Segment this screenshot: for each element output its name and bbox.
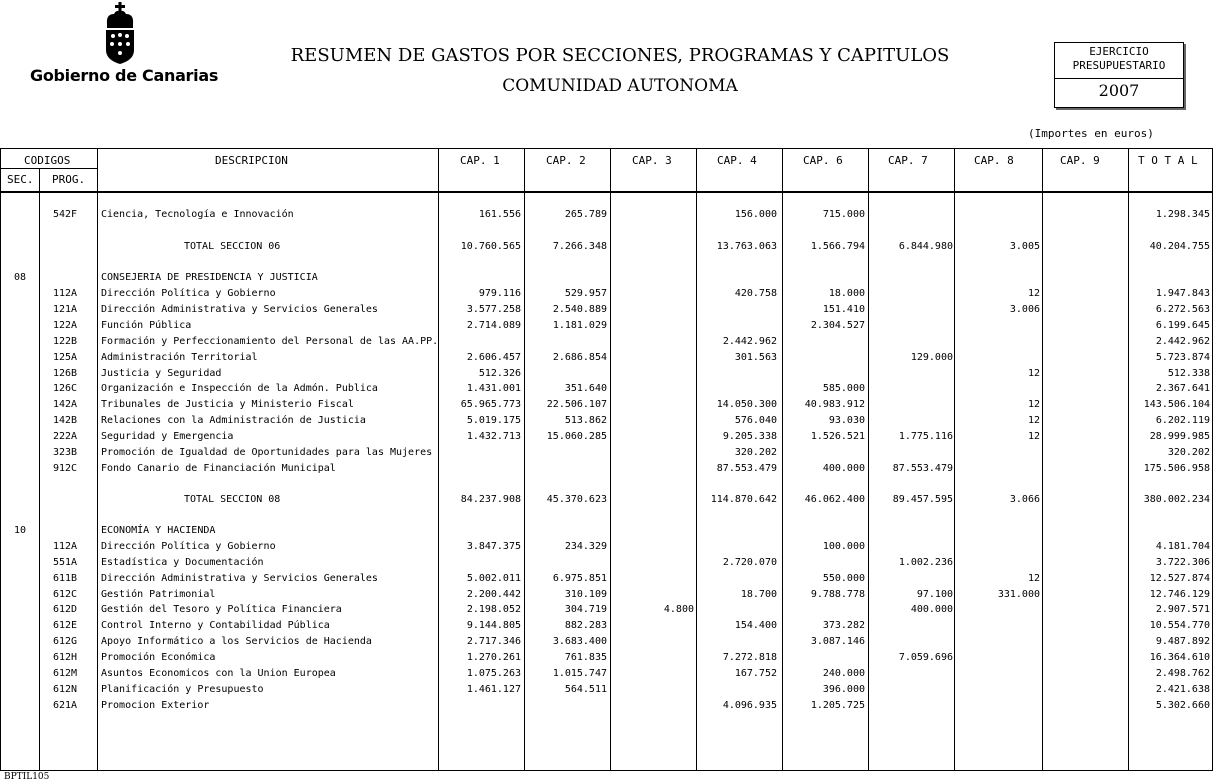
amount-cell: 715.000	[822, 209, 865, 220]
amount-cell: 12	[1027, 431, 1040, 442]
amount-cell: 143.506.104	[1143, 399, 1210, 410]
amount-cell: 28.999.985	[1149, 431, 1210, 442]
amount-cell: 4.800	[663, 604, 694, 615]
amount-cell: 9.205.338	[722, 431, 777, 442]
amount-cell: 761.835	[564, 652, 607, 663]
amount-cell: 16.364.610	[1149, 652, 1210, 663]
amount-cell: 2.720.070	[722, 557, 777, 568]
total-label: TOTAL SECCION 06	[184, 241, 281, 252]
amount-cell: 5.302.660	[1155, 700, 1210, 711]
amount-cell: 304.719	[564, 604, 607, 615]
description-cell: Fondo Canario de Financiación Municipal	[101, 463, 336, 474]
header-cap7: CAP. 7	[888, 154, 928, 167]
table-row	[0, 636, 1213, 652]
amount-cell: 12	[1027, 368, 1040, 379]
amount-cell: 18.000	[828, 288, 865, 299]
program-code: 612G	[53, 636, 78, 647]
amount-cell: 2.606.457	[466, 352, 521, 363]
description-cell: Control Interno y Contabilidad Pública	[101, 620, 330, 631]
table-row	[0, 415, 1213, 431]
total-row	[0, 241, 1213, 257]
table-top-border	[0, 148, 1212, 149]
table-row	[0, 589, 1213, 605]
table-row	[0, 288, 1213, 304]
table-row	[0, 431, 1213, 447]
budget-table	[0, 148, 1213, 771]
amount-cell: 1.432.713	[466, 431, 521, 442]
program-code: 912C	[53, 463, 78, 474]
amount-cell: 9.487.892	[1155, 636, 1210, 647]
amount-cell: 301.563	[734, 352, 777, 363]
program-code: 621A	[53, 700, 78, 711]
table-row	[0, 668, 1213, 684]
amount-cell: 529.957	[564, 288, 607, 299]
amount-cell: 167.752	[734, 668, 777, 679]
description-cell: Ciencia, Tecnología e Innovación	[101, 209, 294, 220]
amount-cell: 89.457.595	[892, 494, 953, 505]
amount-cell: 9.144.805	[466, 620, 521, 631]
amount-cell: 40.204.755	[1149, 241, 1210, 252]
header-cap8: CAP. 8	[974, 154, 1014, 167]
amount-cell: 129.000	[910, 352, 953, 363]
amount-cell: 512.338	[1167, 368, 1210, 379]
description-cell: Dirección Administrativa y Servicios Generales	[101, 573, 378, 584]
table-row	[0, 447, 1213, 463]
amount-cell: 45.370.623	[546, 494, 607, 505]
amount-cell: 7.266.348	[552, 241, 607, 252]
program-code: 551A	[53, 557, 78, 568]
amount-cell: 97.100	[916, 589, 953, 600]
program-code: 612N	[53, 684, 78, 695]
importes-note: (Importes en euros)	[1028, 127, 1154, 140]
amount-cell: 373.282	[822, 620, 865, 631]
description-cell: CONSEJERIA DE PRESIDENCIA Y JUSTICIA	[101, 272, 318, 283]
amount-cell: 1.566.794	[810, 241, 865, 252]
amount-cell: 2.367.641	[1155, 383, 1210, 394]
ejercicio-label-line1: EJERCICIO	[1089, 45, 1149, 58]
ejercicio-box	[1054, 42, 1184, 108]
table-row	[0, 620, 1213, 636]
description-cell: Promoción de Igualdad de Oportunidades para las Mujeres	[101, 447, 433, 458]
report-subtitle: COMUNIDAD AUTONOMA	[502, 76, 738, 96]
amount-cell: 93.030	[828, 415, 865, 426]
header-total: T O T A L	[1138, 154, 1198, 167]
amount-cell: 1.298.345	[1155, 209, 1210, 220]
amount-cell: 156.000	[734, 209, 777, 220]
table-row	[0, 209, 1213, 225]
amount-cell: 3.722.306	[1155, 557, 1210, 568]
description-cell: Dirección Administrativa y Servicios Generales	[101, 304, 378, 315]
coat-of-arms-icon	[102, 2, 138, 64]
amount-cell: 151.410	[822, 304, 865, 315]
description-cell: Relaciones con la Administración de Justicia	[101, 415, 366, 426]
amount-cell: 6.272.563	[1155, 304, 1210, 315]
header-cap9: CAP. 9	[1060, 154, 1100, 167]
table-row	[0, 383, 1213, 399]
amount-cell: 351.640	[564, 383, 607, 394]
ejercicio-year: 2007	[1098, 81, 1140, 100]
amount-cell: 3.683.400	[552, 636, 607, 647]
amount-cell: 576.040	[734, 415, 777, 426]
amount-cell: 310.109	[564, 589, 607, 600]
description-cell: Asuntos Economicos con la Union Europea	[101, 668, 336, 679]
amount-cell: 3.087.146	[810, 636, 865, 647]
amount-cell: 2.442.962	[722, 336, 777, 347]
amount-cell: 18.700	[740, 589, 777, 600]
table-row	[0, 304, 1213, 320]
amount-cell: 1.461.127	[466, 684, 521, 695]
amount-cell: 240.000	[822, 668, 865, 679]
description-cell: Justicia y Seguridad	[101, 368, 222, 379]
amount-cell: 512.326	[478, 368, 521, 379]
amount-cell: 15.060.285	[546, 431, 607, 442]
description-cell: Seguridad y Emergencia	[101, 431, 234, 442]
amount-cell: 2.498.762	[1155, 668, 1210, 679]
table-row	[0, 557, 1213, 573]
amount-cell: 12	[1027, 415, 1040, 426]
table-row	[0, 463, 1213, 479]
amount-cell: 5.019.175	[466, 415, 521, 426]
description-cell: Organización e Inspección de la Admón. Publica	[101, 383, 378, 394]
report-code: BPTIL105	[4, 772, 50, 782]
amount-cell: 6.975.851	[552, 573, 607, 584]
total-label: TOTAL SECCION 08	[184, 494, 281, 505]
program-code: 612D	[53, 604, 78, 615]
amount-cell: 2.200.442	[466, 589, 521, 600]
description-cell: Administración Territorial	[101, 352, 258, 363]
header-codigos: CODIGOS	[24, 154, 71, 167]
program-code: 112A	[53, 541, 78, 552]
amount-cell: 1.947.843	[1155, 288, 1210, 299]
table-row	[0, 399, 1213, 415]
amount-cell: 12	[1027, 573, 1040, 584]
amount-cell: 1.526.521	[810, 431, 865, 442]
program-code: 612M	[53, 668, 78, 679]
amount-cell: 4.096.935	[722, 700, 777, 711]
codigos-divider	[0, 168, 97, 169]
gobierno-canarias-logo	[30, 2, 219, 85]
section-code: 08	[14, 272, 27, 283]
amount-cell: 7.059.696	[898, 652, 953, 663]
program-code: 611B	[53, 573, 78, 584]
program-code: 126B	[53, 368, 78, 379]
header-prog: PROG.	[52, 173, 86, 186]
amount-cell: 87.553.479	[892, 463, 953, 474]
program-code: 612E	[53, 620, 78, 631]
amount-cell: 65.965.773	[460, 399, 521, 410]
amount-cell: 3.006	[1009, 304, 1040, 315]
amount-cell: 12	[1027, 288, 1040, 299]
header-cap3: CAP. 3	[632, 154, 672, 167]
amount-cell: 882.283	[564, 620, 607, 631]
description-cell: Dirección Política y Gobierno	[101, 541, 276, 552]
description-cell: Planificación y Presupuesto	[101, 684, 264, 695]
description-cell: Estadística y Documentación	[101, 557, 264, 568]
amount-cell: 2.714.089	[466, 320, 521, 331]
amount-cell: 979.116	[478, 288, 521, 299]
amount-cell: 513.862	[564, 415, 607, 426]
amount-cell: 585.000	[822, 383, 865, 394]
description-cell: Dirección Política y Gobierno	[101, 288, 276, 299]
amount-cell: 2.198.052	[466, 604, 521, 615]
amount-cell: 234.329	[564, 541, 607, 552]
description-cell: Gestión del Tesoro y Política Financiera	[101, 604, 342, 615]
amount-cell: 5.002.011	[466, 573, 521, 584]
amount-cell: 3.005	[1009, 241, 1040, 252]
table-row	[0, 700, 1213, 716]
amount-cell: 2.686.854	[552, 352, 607, 363]
amount-cell: 400.000	[910, 604, 953, 615]
program-code: 112A	[53, 288, 78, 299]
amount-cell: 10.760.565	[460, 241, 521, 252]
amount-cell: 1.015.747	[552, 668, 607, 679]
amount-cell: 22.506.107	[546, 399, 607, 410]
report-title: RESUMEN DE GASTOS POR SECCIONES, PROGRAMAS Y CAPITULOS	[290, 45, 950, 66]
logo-text: Gobierno de Canarias	[30, 66, 219, 85]
amount-cell: 1.431.001	[466, 383, 521, 394]
amount-cell: 265.789	[564, 209, 607, 220]
amount-cell: 4.181.704	[1155, 541, 1210, 552]
description-cell: Promocion Exterior	[101, 700, 210, 711]
program-code: 142A	[53, 399, 78, 410]
header-bottom-border	[0, 191, 1212, 193]
table-row	[0, 573, 1213, 589]
amount-cell: 1.181.029	[552, 320, 607, 331]
header-cap2: CAP. 2	[546, 154, 586, 167]
program-code: 323B	[53, 447, 78, 458]
program-code: 542F	[53, 209, 78, 220]
description-cell: Gestión Patrimonial	[101, 589, 216, 600]
program-code: 612C	[53, 589, 78, 600]
amount-cell: 2.907.571	[1155, 604, 1210, 615]
header-cap6: CAP. 6	[803, 154, 843, 167]
amount-cell: 12.746.129	[1149, 589, 1210, 600]
amount-cell: 12	[1027, 399, 1040, 410]
program-code: 122A	[53, 320, 78, 331]
header-cap4: CAP. 4	[717, 154, 757, 167]
amount-cell: 380.002.234	[1143, 494, 1210, 505]
amount-cell: 564.511	[564, 684, 607, 695]
amount-cell: 6.199.645	[1155, 320, 1210, 331]
amount-cell: 1.002.236	[898, 557, 953, 568]
amount-cell: 400.000	[822, 463, 865, 474]
program-code: 612H	[53, 652, 78, 663]
amount-cell: 320.202	[1167, 447, 1210, 458]
section-row	[0, 525, 1213, 541]
section-code: 10	[14, 525, 27, 536]
amount-cell: 100.000	[822, 541, 865, 552]
amount-cell: 161.556	[478, 209, 521, 220]
amount-cell: 6.202.119	[1155, 415, 1210, 426]
amount-cell: 2.421.638	[1155, 684, 1210, 695]
description-cell: ECONOMÍA Y HACIENDA	[101, 525, 216, 536]
amount-cell: 84.237.908	[460, 494, 521, 505]
amount-cell: 1.270.261	[466, 652, 521, 663]
amount-cell: 420.758	[734, 288, 777, 299]
table-bottom-border	[0, 770, 1212, 771]
amount-cell: 14.050.300	[716, 399, 777, 410]
amount-cell: 5.723.874	[1155, 352, 1210, 363]
header-descripcion: DESCRIPCION	[215, 154, 288, 167]
table-row	[0, 368, 1213, 384]
amount-cell: 114.870.642	[710, 494, 777, 505]
section-row	[0, 272, 1213, 288]
amount-cell: 154.400	[734, 620, 777, 631]
amount-cell: 1.205.725	[810, 700, 865, 711]
amount-cell: 1.075.263	[466, 668, 521, 679]
amount-cell: 7.272.818	[722, 652, 777, 663]
table-row	[0, 352, 1213, 368]
amount-cell: 3.066	[1009, 494, 1040, 505]
amount-cell: 87.553.479	[716, 463, 777, 474]
program-code: 121A	[53, 304, 78, 315]
table-row	[0, 336, 1213, 352]
program-code: 222A	[53, 431, 78, 442]
ejercicio-label-line2: PRESUPUESTARIO	[1072, 59, 1166, 72]
amount-cell: 6.844.980	[898, 241, 953, 252]
amount-cell: 3.847.375	[466, 541, 521, 552]
amount-cell: 10.554.770	[1149, 620, 1210, 631]
amount-cell: 2.717.346	[466, 636, 521, 647]
program-code: 142B	[53, 415, 78, 426]
amount-cell: 40.983.912	[804, 399, 865, 410]
amount-cell: 2.540.889	[552, 304, 607, 315]
total-row	[0, 494, 1213, 510]
amount-cell: 46.062.400	[804, 494, 865, 505]
description-cell: Tribunales de Justicia y Ministerio Fiscal	[101, 399, 354, 410]
amount-cell: 331.000	[997, 589, 1040, 600]
table-row	[0, 604, 1213, 620]
amount-cell: 3.577.258	[466, 304, 521, 315]
description-cell: Promoción Económica	[101, 652, 216, 663]
amount-cell: 320.202	[734, 447, 777, 458]
program-code: 126C	[53, 383, 78, 394]
header-cap1: CAP. 1	[460, 154, 500, 167]
table-row	[0, 652, 1213, 668]
amount-cell: 550.000	[822, 573, 865, 584]
amount-cell: 2.304.527	[810, 320, 865, 331]
amount-cell: 2.442.962	[1155, 336, 1210, 347]
amount-cell: 13.763.063	[716, 241, 777, 252]
table-row	[0, 541, 1213, 557]
program-code: 122B	[53, 336, 78, 347]
program-code: 125A	[53, 352, 78, 363]
amount-cell: 9.788.778	[810, 589, 865, 600]
description-cell: Apoyo Informático a los Servicios de Hacienda	[101, 636, 372, 647]
amount-cell: 396.000	[822, 684, 865, 695]
amount-cell: 12.527.874	[1149, 573, 1210, 584]
header-sec: SEC.	[7, 173, 34, 186]
table-row	[0, 320, 1213, 336]
description-cell: Función Pública	[101, 320, 192, 331]
amount-cell: 1.775.116	[898, 431, 953, 442]
description-cell: Formación y Perfeccionamiento del Personal de las AA.PP.	[101, 336, 439, 347]
table-row	[0, 684, 1213, 700]
ejercicio-label	[1055, 43, 1183, 79]
amount-cell: 175.506.958	[1143, 463, 1210, 474]
